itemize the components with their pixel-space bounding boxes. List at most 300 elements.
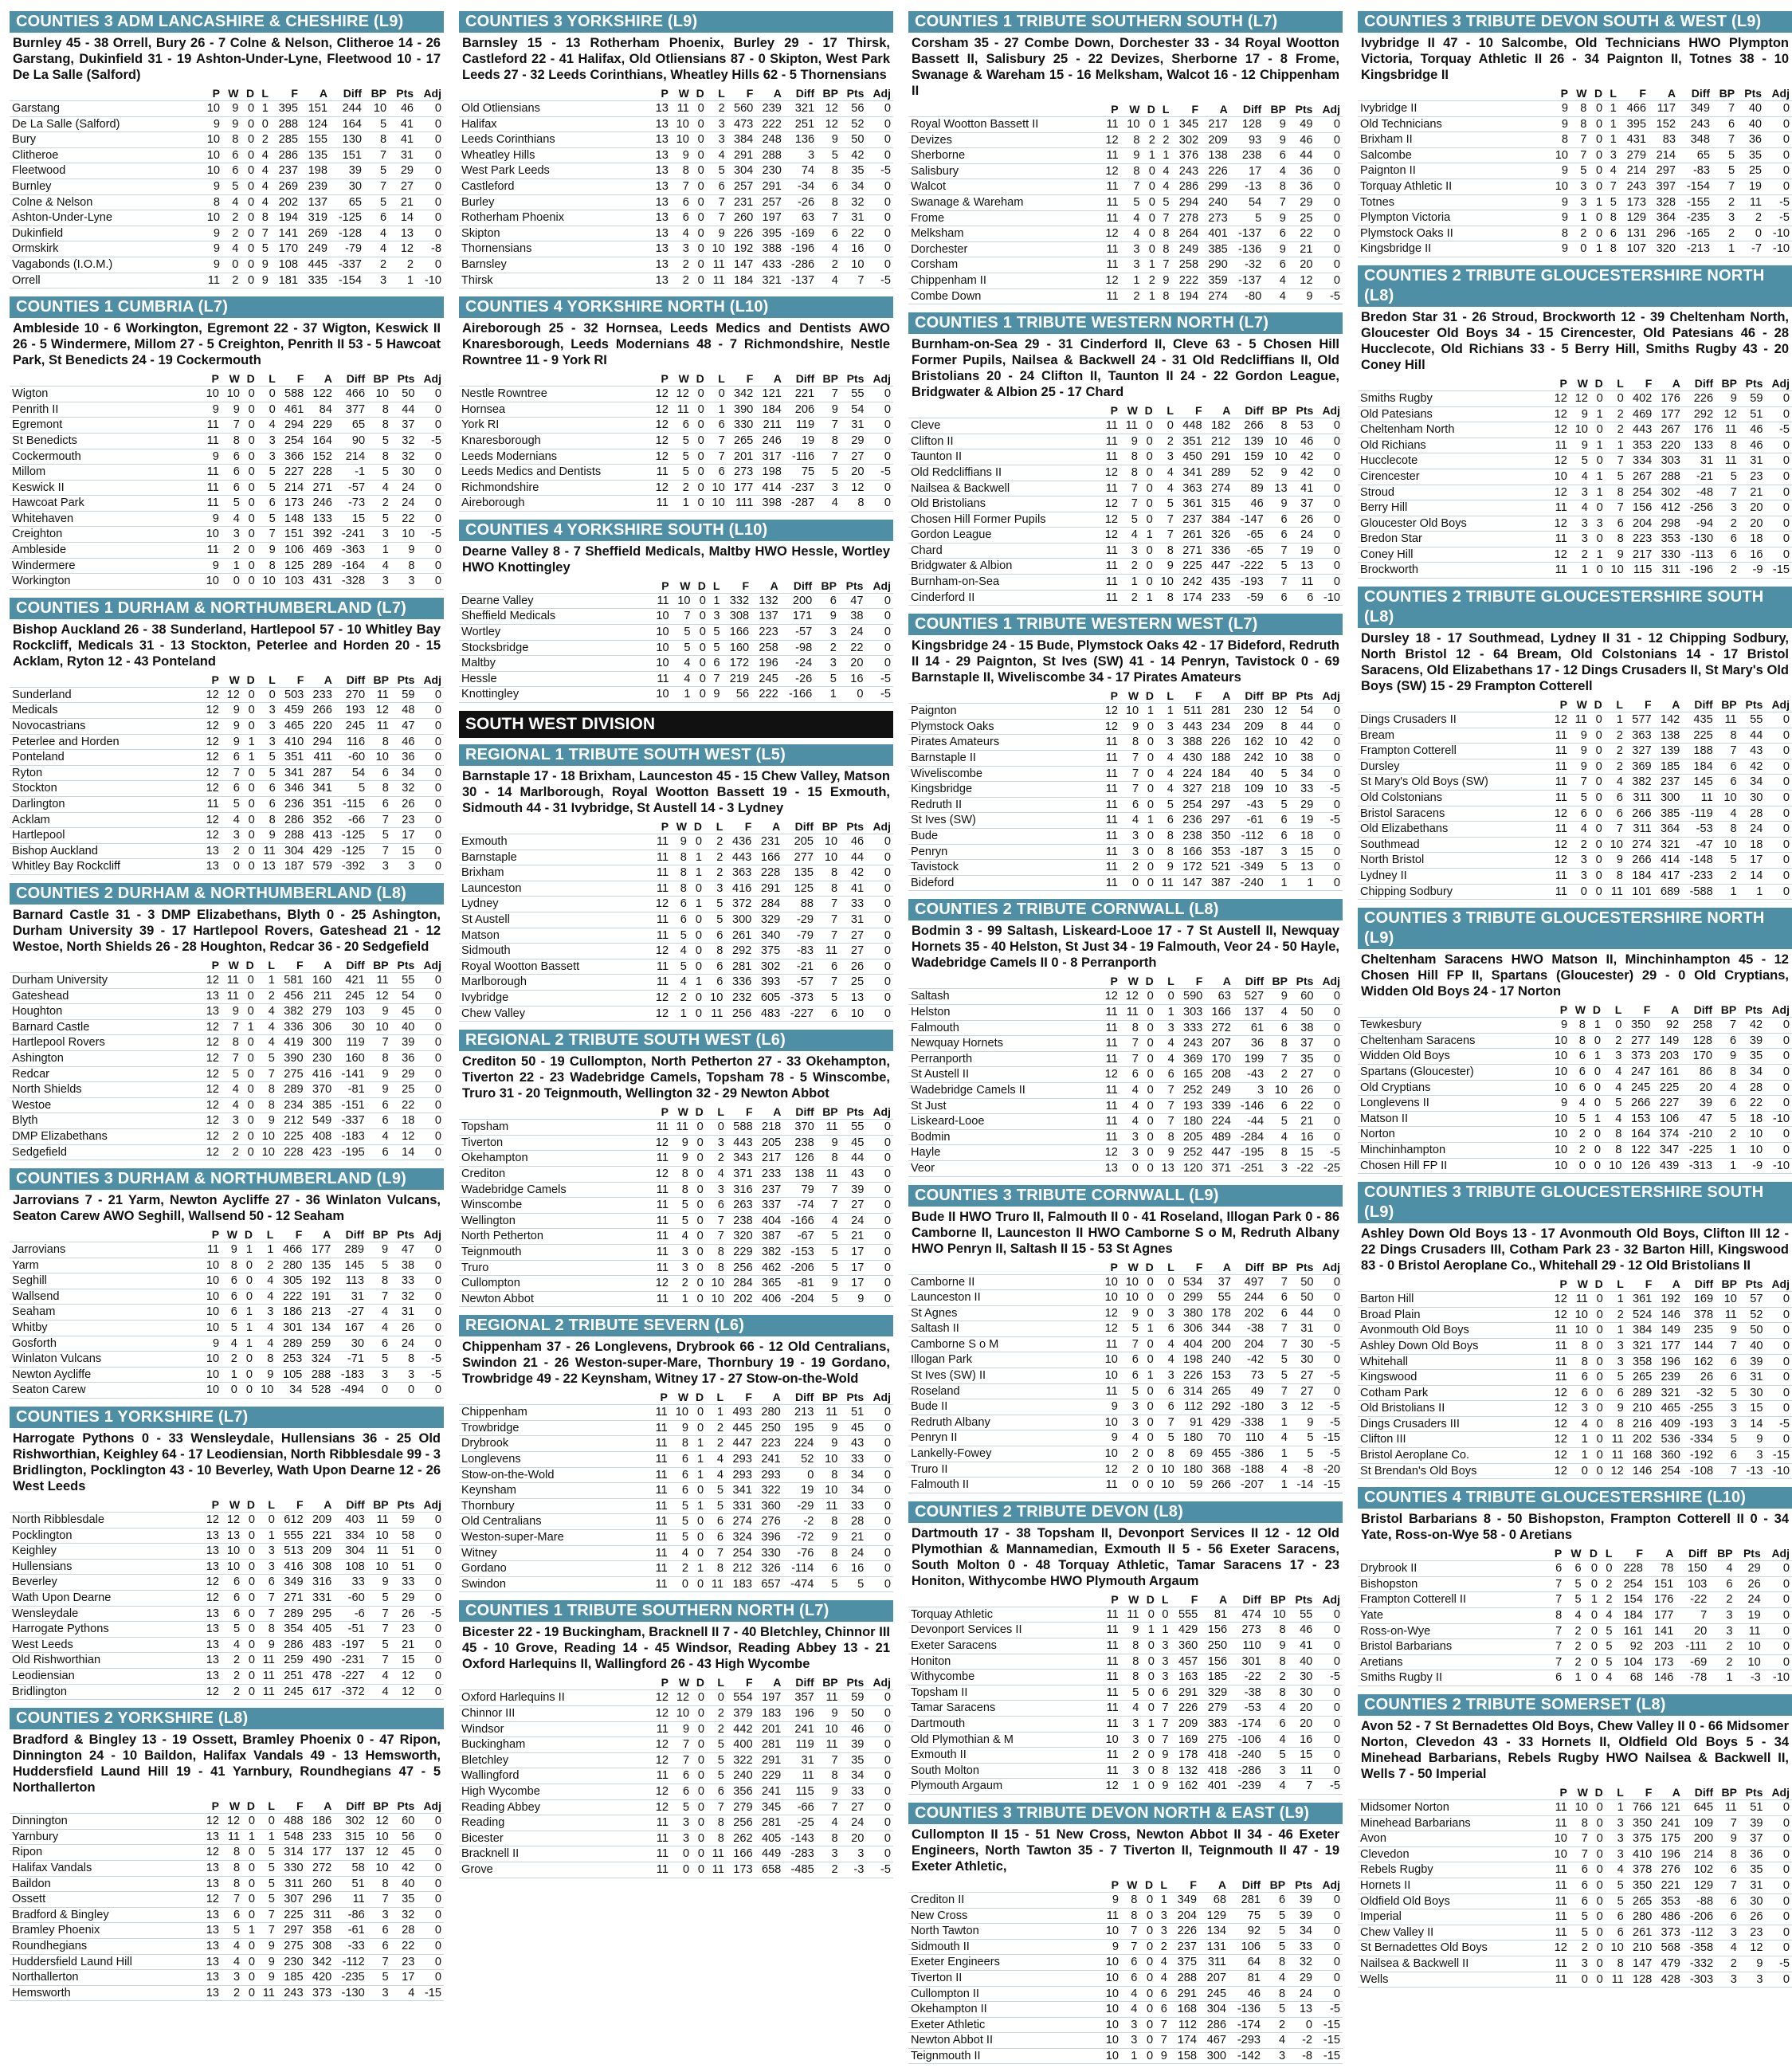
- stat-cell: 4: [269, 418, 276, 432]
- column-header: F: [1645, 1786, 1653, 1799]
- team-name: Bicester: [461, 1831, 504, 1845]
- stat-cell: 205: [761, 1136, 782, 1149]
- stat-cell: 7: [1163, 258, 1170, 272]
- stat-cell: 3: [1617, 1816, 1624, 1830]
- stat-cell: 10: [711, 1292, 724, 1305]
- stat-cell: 12: [1723, 407, 1737, 421]
- stat-cell: 387: [1210, 876, 1231, 889]
- stat-cell: 0: [248, 1576, 256, 1589]
- stat-cell: 9: [1163, 273, 1170, 287]
- table-row: [10, 843, 444, 859]
- team-column-header: [459, 371, 650, 387]
- stat-cell: 230: [1244, 704, 1264, 718]
- stat-cell: 10: [206, 133, 220, 147]
- stat-cell: 8: [1167, 830, 1174, 842]
- stat-cell: 229: [733, 1245, 753, 1258]
- standings-header-row: [459, 371, 893, 387]
- table-row: [10, 1097, 444, 1113]
- stat-cell: 0: [1333, 1987, 1340, 2000]
- team-name: Whitehall: [1360, 1355, 1409, 1368]
- stat-cell: 12: [1554, 1402, 1567, 1415]
- stat-cell: 2: [1726, 1640, 1733, 1654]
- stat-cell: 0: [1167, 419, 1174, 433]
- table-row: [1358, 453, 1792, 469]
- standings-header-row: [10, 1799, 444, 1814]
- stat-cell: 0: [1590, 1562, 1598, 1576]
- stat-cell: 18: [1750, 838, 1763, 851]
- stat-cell: 6: [382, 1145, 389, 1159]
- stat-cell: 11: [1555, 438, 1567, 452]
- stat-cell: 8: [1132, 1639, 1139, 1652]
- stat-cell: 2: [1615, 1034, 1622, 1047]
- stat-cell: 137: [308, 195, 328, 209]
- stat-cell: 5: [1278, 1925, 1286, 1938]
- stat-cell: 129: [1206, 1909, 1227, 1922]
- stat-cell: 164: [342, 117, 363, 131]
- stat-cell: 10: [402, 528, 415, 541]
- league-section: [1358, 11, 1792, 257]
- column-header: L: [1616, 698, 1623, 712]
- stat-cell: 4: [382, 1321, 389, 1335]
- stat-cell: 74: [801, 164, 815, 178]
- stat-cell: 4: [1615, 1081, 1622, 1094]
- stat-cell: 160: [345, 1051, 365, 1065]
- stat-cell: 3: [1160, 1925, 1167, 1938]
- column-header: Diff: [795, 1391, 814, 1404]
- stat-cell: 55: [402, 973, 415, 987]
- stat-cell: 17: [851, 1277, 865, 1290]
- stat-cell: 11: [1106, 1909, 1119, 1922]
- stat-cell: 221: [794, 387, 815, 401]
- stat-cell: 393: [760, 975, 781, 989]
- stat-cell: 0: [697, 242, 704, 256]
- team-name: Bridlington: [12, 1685, 67, 1698]
- table-row: [908, 241, 1343, 257]
- stat-cell: -26: [798, 195, 815, 209]
- stat-cell: 2: [1167, 434, 1174, 448]
- stat-cell: 0: [884, 866, 891, 880]
- stat-cell: -13: [1245, 180, 1262, 194]
- stat-cell: 384: [1210, 512, 1231, 526]
- stat-cell: 9: [1561, 117, 1568, 131]
- stat-cell: 177: [733, 481, 754, 494]
- stat-cell: 4: [382, 559, 389, 572]
- team-name: Bletchley: [461, 1753, 509, 1767]
- stat-cell: 24: [401, 1336, 415, 1350]
- stat-cell: 2: [233, 544, 240, 557]
- stat-cell: 22: [402, 1098, 415, 1112]
- stat-cell: 353: [1661, 532, 1680, 546]
- stat-cell: 0: [1595, 211, 1603, 225]
- table-row: [10, 210, 444, 226]
- stat-cell: -9: [1752, 1159, 1763, 1172]
- column-header: P: [661, 820, 669, 834]
- stat-cell: 483: [760, 1007, 781, 1020]
- stat-cell: 383: [1207, 1717, 1228, 1730]
- table-row: [459, 1514, 893, 1530]
- stat-cell: 0: [434, 575, 441, 588]
- team-name: Imperial: [1360, 1910, 1402, 1924]
- stat-cell: 447: [732, 1437, 752, 1450]
- stat-cell: 0: [1782, 1308, 1790, 1321]
- stat-cell: 241: [1661, 1816, 1680, 1830]
- stat-cell: 6: [1280, 830, 1288, 842]
- stat-cell: 39: [1299, 1909, 1313, 1922]
- stat-cell: -73: [348, 496, 366, 510]
- stat-cell: 260: [733, 211, 754, 225]
- stat-cell: 10: [1105, 1925, 1119, 1938]
- stat-cell: 9: [1561, 211, 1568, 225]
- standings-table: [459, 1675, 893, 1878]
- stat-cell: 24: [1299, 1987, 1313, 2000]
- stat-cell: 293: [732, 1453, 752, 1466]
- stat-cell: 0: [1333, 1956, 1340, 1969]
- stat-cell: 7: [1306, 1780, 1313, 1793]
- stat-cell: 0: [695, 835, 702, 849]
- stat-cell: 337: [761, 1199, 782, 1212]
- column-header: Adj: [1322, 1878, 1340, 1891]
- stat-cell: 1: [248, 751, 255, 764]
- stat-cell: 9: [268, 1114, 275, 1128]
- stat-cell: -25: [1323, 1161, 1340, 1175]
- stat-cell: 1: [1596, 547, 1603, 561]
- stat-cell: 0: [247, 164, 255, 178]
- stat-cell: 4: [1279, 1733, 1286, 1746]
- stat-cell: 6: [1131, 1369, 1139, 1383]
- stat-cell: 0: [1333, 798, 1340, 811]
- column-header: Adj: [872, 820, 891, 834]
- stat-cell: 11: [1555, 822, 1567, 836]
- stat-cell: 184: [733, 273, 754, 287]
- stat-cell: 84: [319, 402, 332, 416]
- column-header: L: [269, 673, 276, 686]
- stat-cell: 410: [284, 735, 304, 748]
- stat-cell: 32: [401, 1289, 415, 1303]
- stat-cell: 368: [1211, 1462, 1231, 1476]
- stat-cell: 8: [1730, 728, 1737, 742]
- stat-cell: 5: [681, 1531, 689, 1544]
- table-row: [908, 1336, 1343, 1352]
- stat-cell: 0: [1617, 391, 1624, 405]
- stat-cell: 263: [733, 1199, 753, 1212]
- league-title: REGIONAL 2 TRIBUTE SOUTH WEST (L6): [459, 1030, 893, 1051]
- stat-cell: 0: [434, 844, 441, 857]
- team-name: Gateshead: [12, 989, 69, 1003]
- stat-cell: 5: [831, 465, 838, 479]
- stat-cell: 0: [1782, 759, 1790, 773]
- stat-cell: 5: [1730, 469, 1737, 483]
- table-row: [908, 2048, 1343, 2064]
- stat-cell: 0: [434, 544, 441, 557]
- stat-cell: 8: [1131, 1021, 1139, 1034]
- table-row: [1358, 1846, 1792, 1862]
- stat-cell: 297: [1210, 814, 1231, 827]
- stat-cell: 237: [1660, 775, 1680, 789]
- stat-cell: 11: [712, 1847, 724, 1861]
- stat-cell: 274: [1210, 481, 1231, 495]
- stat-cell: 12: [226, 1513, 241, 1527]
- stat-cell: 0: [884, 148, 891, 162]
- stat-cell: 13: [206, 860, 219, 873]
- stat-cell: 21: [400, 195, 414, 209]
- stat-cell: 0: [1146, 465, 1153, 479]
- stat-cell: 0: [1782, 1847, 1790, 1861]
- stat-cell: 241: [761, 1784, 782, 1798]
- stat-cell: 13: [655, 195, 669, 209]
- stat-cell: 243: [1626, 179, 1646, 193]
- team-name: Jarrovians: [12, 1243, 66, 1257]
- stat-cell: 231: [733, 195, 754, 209]
- stat-cell: 0: [697, 179, 704, 193]
- stat-cell: 7: [831, 928, 838, 942]
- team-name: Chew Valley II: [1360, 1925, 1434, 1939]
- stat-cell: 1: [1616, 713, 1623, 727]
- league-title: COUNTIES 1 TRIBUTE WESTERN NORTH (L7): [908, 312, 1343, 334]
- stat-cell: 590: [1182, 990, 1203, 1003]
- stat-cell: 336: [1210, 544, 1231, 557]
- stat-cell: 92: [1629, 1640, 1643, 1654]
- stat-cell: 0: [1782, 1128, 1790, 1141]
- stat-cell: 0: [884, 1707, 891, 1720]
- column-header: A: [1667, 87, 1676, 100]
- stat-cell: 0: [268, 1513, 275, 1527]
- column-header: A: [1222, 689, 1231, 703]
- stat-cell: 0: [1333, 1607, 1340, 1621]
- table-row: [459, 1260, 893, 1276]
- stat-cell: 0: [1594, 1081, 1601, 1094]
- stat-cell: 8: [1279, 1654, 1286, 1668]
- column-header: W: [1127, 1260, 1139, 1273]
- stat-cell: 0: [1146, 512, 1153, 526]
- stat-cell: 5: [379, 117, 387, 131]
- stat-cell: 0: [1615, 1018, 1622, 1032]
- stat-cell: 6: [269, 798, 276, 810]
- stat-cell: -174: [1237, 2018, 1261, 2031]
- stat-cell: 201: [733, 449, 754, 463]
- stat-cell: 2: [1163, 133, 1170, 147]
- stat-cell: 12: [1104, 465, 1118, 479]
- stat-cell: 9: [232, 117, 239, 131]
- stat-cell: 0: [434, 1005, 441, 1018]
- standings-table: [10, 1799, 444, 2001]
- stat-cell: -61: [347, 1924, 365, 1937]
- table-row: [908, 1321, 1343, 1337]
- stat-cell: 0: [884, 1784, 891, 1798]
- stat-cell: 8: [382, 1274, 389, 1288]
- table-row: [10, 273, 444, 288]
- stat-cell: 4: [1160, 1956, 1167, 1969]
- stat-cell: 33: [351, 1576, 365, 1589]
- stat-cell: 299: [1182, 1291, 1203, 1305]
- stat-cell: 6: [680, 913, 687, 926]
- team-name: Bradford & Bingley: [12, 1908, 109, 1921]
- stat-cell: 10: [1555, 148, 1568, 162]
- stat-cell: 54: [851, 402, 865, 416]
- column-header: D: [1147, 103, 1155, 116]
- stat-cell: 286: [278, 148, 298, 162]
- stat-cell: 342: [733, 387, 754, 401]
- stat-cell: 12: [1104, 720, 1118, 733]
- team-column-header: [10, 1799, 201, 1814]
- team-name: Bristol Saracens: [1360, 806, 1445, 820]
- stat-cell: 0: [696, 1292, 704, 1305]
- stat-cell: 3: [269, 704, 276, 717]
- standings-header-row: [908, 1260, 1343, 1275]
- stat-cell: 0: [1782, 1050, 1790, 1063]
- stat-cell: 49: [1250, 1384, 1265, 1398]
- stat-cell: 173: [1654, 1655, 1674, 1669]
- stat-cell: 15: [1300, 845, 1314, 858]
- stat-cell: 48: [402, 704, 415, 717]
- stat-cell: 266: [1632, 854, 1652, 867]
- stat-cell: 5: [717, 1753, 724, 1767]
- stat-cell: -5: [1330, 1780, 1340, 1793]
- stat-cell: 5: [1610, 195, 1617, 209]
- stat-cell: 7: [1555, 1655, 1563, 1669]
- stat-cell: 0: [1782, 806, 1790, 820]
- stat-cell: 0: [696, 1245, 704, 1258]
- table-row: [459, 1561, 893, 1577]
- stat-cell: 23: [402, 1623, 415, 1636]
- team-name: Whitehaven: [12, 512, 74, 525]
- column-header: W: [676, 820, 687, 834]
- stat-cell: 11: [656, 975, 669, 989]
- table-row: [1358, 532, 1792, 547]
- stat-cell: 0: [1146, 450, 1153, 464]
- column-header: A: [324, 673, 332, 686]
- stat-cell: 0: [1333, 465, 1340, 479]
- stat-cell: -98: [795, 641, 813, 654]
- team-name: Old Plymothian & M: [911, 1733, 1014, 1746]
- stat-cell: 0: [1596, 1878, 1603, 1892]
- stat-cell: 0: [1333, 1005, 1340, 1018]
- team-name: Witney: [461, 1546, 497, 1560]
- column-header: P: [1560, 87, 1568, 100]
- stat-cell: 6: [1730, 775, 1737, 789]
- stat-cell: 5: [1580, 791, 1587, 805]
- stat-cell: 2: [1581, 1941, 1588, 1955]
- table-row: [459, 1721, 893, 1737]
- stat-cell: 7: [1727, 133, 1735, 147]
- stat-cell: 13: [655, 211, 669, 225]
- stat-cell: -78: [1690, 1671, 1708, 1685]
- stat-cell: 46: [1750, 423, 1763, 437]
- stat-cell: 7: [1167, 528, 1174, 542]
- stat-cell: 404: [1182, 1337, 1203, 1351]
- stat-cell: 291: [1178, 1685, 1198, 1699]
- team-name: Perranporth: [911, 1052, 973, 1065]
- table-row: [908, 465, 1343, 481]
- stat-cell: 1: [1280, 876, 1288, 889]
- table-row: [1358, 1049, 1792, 1065]
- stat-cell: 128: [1241, 118, 1262, 131]
- table-row: [459, 480, 893, 496]
- stat-cell: -164: [341, 559, 366, 572]
- stat-cell: 20: [1300, 1717, 1313, 1730]
- table-row: [10, 1035, 444, 1051]
- stat-cell: 0: [1782, 179, 1790, 193]
- stat-cell: 135: [311, 1258, 331, 1272]
- table-row: [459, 210, 893, 226]
- table-row: [1358, 1670, 1792, 1686]
- team-name: Salcombe: [1360, 148, 1412, 162]
- stat-cell: 0: [1596, 1433, 1603, 1446]
- stat-cell: 10: [850, 1007, 865, 1020]
- team-name: Bramley Phoenix: [12, 1924, 100, 1937]
- stat-cell: 10: [656, 626, 669, 639]
- stat-cell: 6: [1131, 1956, 1138, 1969]
- stat-cell: 22: [1300, 1099, 1314, 1113]
- stat-cell: 3: [1131, 2034, 1138, 2047]
- stat-cell: 689: [1660, 885, 1680, 898]
- stat-cell: 0: [434, 102, 441, 115]
- stat-cell: 7: [1580, 148, 1587, 162]
- stat-cell: 12: [1554, 1464, 1567, 1477]
- stat-cell: -26: [795, 672, 813, 685]
- stat-cell: 1: [713, 594, 720, 607]
- team-name: Barnstaple II: [911, 751, 976, 765]
- stat-cell: 423: [312, 1145, 332, 1159]
- stat-cell: 305: [282, 1274, 303, 1288]
- stat-cell: 4: [1160, 1971, 1167, 1984]
- stat-cell: 7: [1131, 497, 1138, 511]
- stat-cell: 245: [284, 1685, 304, 1698]
- stat-cell: 3: [379, 273, 387, 287]
- stat-cell: 8: [1279, 1623, 1286, 1637]
- stat-cell: 1: [268, 1830, 275, 1843]
- stat-cell: 10: [711, 1277, 724, 1290]
- stat-cell: 42: [851, 148, 865, 162]
- stat-cell: 12: [206, 751, 219, 764]
- stat-cell: 177: [1654, 1609, 1674, 1623]
- stat-cell: 12: [206, 973, 219, 987]
- stat-cell: 10: [206, 1258, 220, 1272]
- stat-cell: 12: [1554, 454, 1567, 468]
- stat-cell: 0: [434, 1036, 441, 1050]
- stat-cell: 0: [1333, 481, 1340, 495]
- team-name: Dinnington: [12, 1815, 68, 1828]
- stat-cell: 29: [402, 1591, 415, 1604]
- team-name: Sherborne: [911, 149, 966, 163]
- column-header: Diff: [1694, 376, 1714, 390]
- stat-cell: 392: [312, 528, 332, 541]
- stat-cell: 513: [284, 1544, 304, 1558]
- stat-cell: 7: [379, 179, 387, 193]
- stat-cell: 5: [1617, 469, 1624, 483]
- stat-cell: 7: [717, 1230, 724, 1243]
- stat-cell: -5: [1330, 1337, 1340, 1351]
- stat-cell: 0: [434, 1321, 441, 1335]
- stat-cell: 0: [1147, 1431, 1154, 1445]
- stat-cell: 8: [1131, 465, 1138, 479]
- stat-cell: 0: [1782, 438, 1790, 452]
- stat-cell: 119: [795, 418, 815, 432]
- table-row: [1358, 1925, 1792, 1941]
- stat-cell: 27: [850, 928, 865, 942]
- stat-cell: 4: [1132, 1701, 1139, 1715]
- results-summary: Cullompton II 15 - 51 New Cross, Newton Abbot II 34 - 46 Exeter Engineers, North Tawton 35 - 7 Tiverton II, Teignmouth II 47 - 19 Exeter Athletic,: [912, 1827, 1339, 1874]
- stat-cell: 0: [884, 1292, 891, 1305]
- stat-cell: 34: [289, 1383, 303, 1397]
- stat-cell: 222: [282, 1289, 303, 1303]
- stat-cell: 26: [1750, 1910, 1763, 1924]
- table-row: [1358, 1416, 1792, 1432]
- stat-cell: 20: [851, 465, 865, 479]
- stat-cell: 10: [206, 1305, 220, 1319]
- team-name: Ryton: [12, 766, 43, 779]
- league-section: [1358, 1487, 1792, 1686]
- column-header: P: [661, 579, 669, 592]
